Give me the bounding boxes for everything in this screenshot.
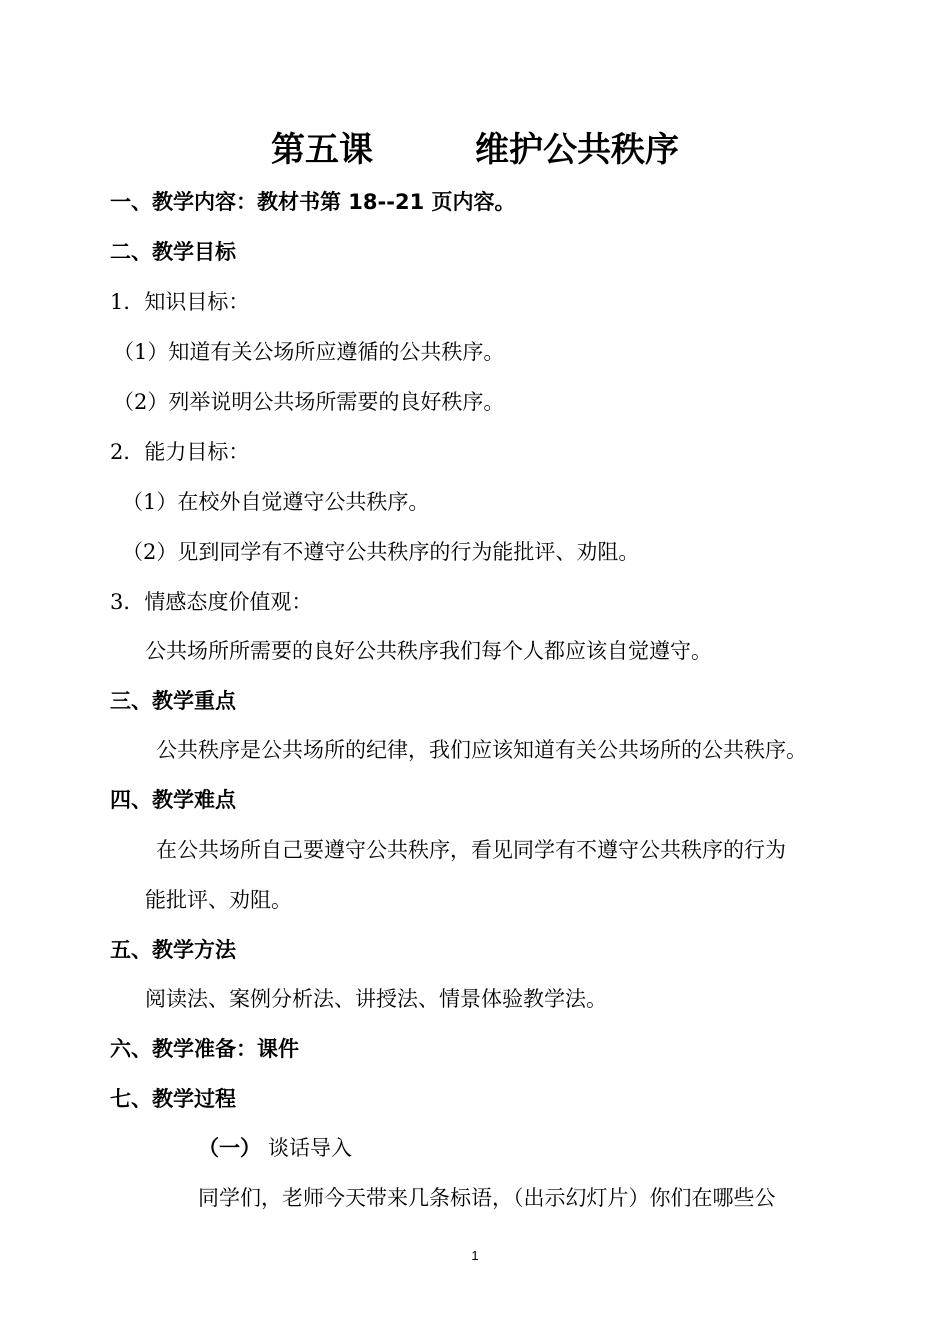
key-point-text: 公共秩序是公共场所的纪律，我们应该知道有关公共场所的公共秩序。 [156, 738, 807, 762]
attitude-goal-text: 公共场所所需要的良好公共秩序我们每个人都应该自觉遵守。 [145, 639, 712, 663]
preparation-heading: 六、教学准备：课件 [110, 1037, 299, 1061]
knowledge-goal-item-2: （2）列举说明公共场所需要的良好秩序。 [113, 390, 505, 414]
section-preparation [110, 1035, 299, 1063]
ability-goal-heading: 2．能力目标： [110, 440, 250, 464]
knowledge-goal-item-1: （1）知道有关公场所应遵循的公共秩序。 [113, 340, 505, 364]
lesson-title: 第五课 维护公共秩序 [271, 130, 679, 170]
ability-goal-item-1: （1）在校外自觉遵守公共秩序。 [122, 490, 430, 514]
process-step-title: 谈话导入 [268, 1136, 352, 1160]
difficulty-text-line-1: 在公共场所自己要遵守公共秩序，看见同学有不遵守公共秩序的行为 [156, 838, 786, 862]
section-key-point: 三、教学重点 [110, 689, 236, 713]
process-step-number: （一） [198, 1136, 261, 1160]
section-teaching-goals: 二、教学目标 [110, 240, 236, 264]
page-number: 1 [471, 1248, 479, 1263]
difficulty-text-line-2: 能批评、劝阻。 [145, 888, 292, 912]
knowledge-goal-heading: 1．知识目标： [110, 290, 250, 314]
section-teaching-content: 一、教学内容：教材书第 18--21 页内容。 [110, 190, 516, 214]
ability-goal-item-2: （2）见到同学有不遵守公共秩序的行为能批评、劝阻。 [122, 540, 640, 564]
teaching-method-text: 阅读法、案例分析法、讲授法、情景体验教学法。 [145, 987, 607, 1011]
attitude-goal-heading: 3．情感态度价值观： [110, 590, 313, 614]
process-step-text: 同学们，老师今天带来几条标语，（出示幻灯片）你们在哪些公 [198, 1186, 776, 1210]
section-difficulty: 四、教学难点 [110, 788, 236, 812]
section-teaching-method: 五、教学方法 [110, 938, 236, 962]
section-teaching-process: 七、教学过程 [110, 1087, 236, 1111]
